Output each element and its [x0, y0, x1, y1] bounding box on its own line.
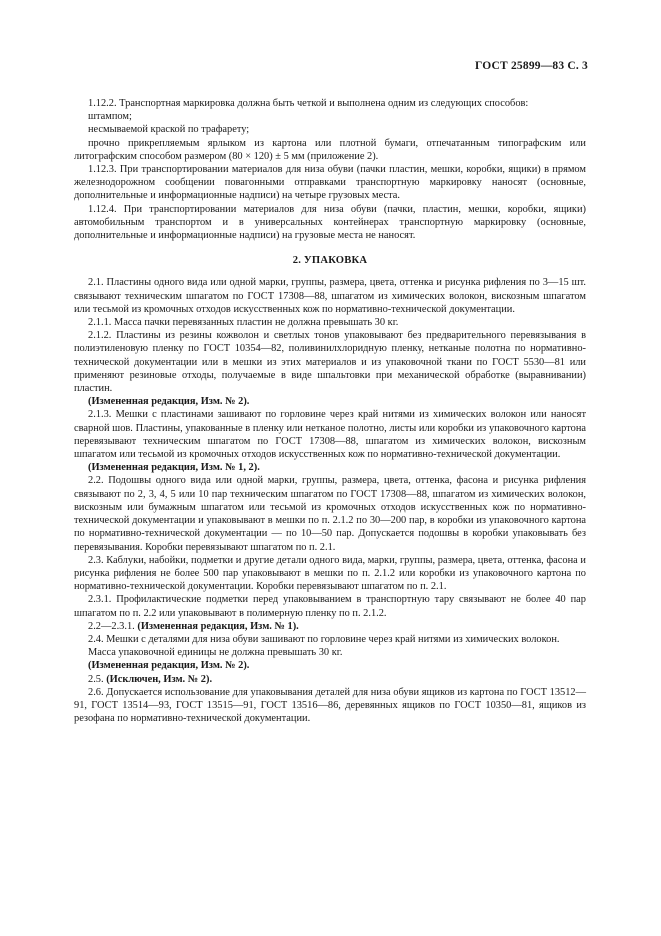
list-item-label: прочно прикрепляемым ярлыком из картона или плотной бумаги, отпечатанным типографским или литографским способом размером (80 × 120) ± 5 мм (приложение 2).: [74, 137, 586, 162]
paragraph-1-12-3: 1.12.3. При транспортировании материалов для низа обуви (пачки пластин, мешки, коробки, ящики) в прямом железнодорожном сообщении повагонными отправками транспортную маркировку наносят (основные, дополнительные и информационные надписи) на четыре грузовых места.: [74, 164, 586, 202]
paragraph-number: 2.2—2.3.1.: [88, 620, 135, 632]
paragraph-2-1: 2.1. Пластины одного вида или одной марки, группы, размера, цвета, оттенка и рисунка рифления по 3—15 шт. связывают техническим шпагатом по ГОСТ 17308—88, шпагатом из химических волокон, вискозным шпагатом или тесьмой из кромочных отходов искусственных кож по нормативно-технической документации.: [74, 277, 586, 315]
excluded-note: (Исключен, Изм. № 2).: [106, 673, 213, 685]
edition-note-text: (Измененная редакция, Изм. № 1, 2).: [88, 462, 260, 474]
edition-note-text: (Измененная редакция, Изм. № 2).: [88, 396, 250, 408]
paragraph-1-12-2: 1.12.2. Транспортная маркировка должна быть четкой и выполнена одним из следующих способов:: [88, 98, 529, 109]
edition-note: [74, 659, 586, 672]
section-title: 2. УПАКОВКА: [292, 255, 368, 267]
paragraph-2-3: 2.3. Каблуки, набойки, подметки и другие детали одного вида, марки, группы, размера, цвета, оттенка, фасона и рисунка рифления не более 500 пар упаковывают в мешки по п. 2.1.2 или коробки из упаковочного картона по нормативно-технической документации. Коробки перевязывают шпагатом по п. 2.1.: [74, 554, 586, 593]
paragraph-1-12-4: 1.12.4. При транспортировании материалов для низа обуви (пачки, пластин, мешки, коробки, ящики) автомобильным транспортом и в универсальных контейнерах транспортную маркировку (основные, дополнительные и информационные надписи) на грузовые места не наносят.: [74, 203, 586, 242]
paragraph-2-6: 2.6. Допускается использование для упаковывания деталей для низа обуви ящиков из картона по ГОСТ 13512—91, ГОСТ 13514—93, ГОСТ 13515—91, ГОСТ 13516—86, деревянных ящиков по ГОСТ 10350—81, ящиков из резофана по нормативно-технической документации.: [74, 686, 586, 725]
document-body: [74, 97, 586, 725]
paragraph-2-1-2: 2.1.2. Пластины из резины кожволон и светлых тонов упаковывают без предварительного перевязывания в полиэтиленовую пленку по ГОСТ 10354—82, поливинилхлоридную пленку, нетканые полотна по нормативно-технической документации или в мешки из этих материалов и из упаковочной ткани по ГОСТ 5530—81 или применяют резиновые отходы, получаемые в виде шпальтовки при механической обработке (выравнивании) пластин.: [74, 330, 586, 395]
paragraph-2-4-mass: Масса упаковочной единицы не должна превышать 30 кг.: [88, 647, 343, 659]
paragraph-2-5: [74, 673, 586, 686]
paragraph-2-2-2-3-1: [74, 620, 586, 633]
paragraph-2-3-1: 2.3.1. Профилактические подметки перед упаковыванием в транспортную тару связывают не более 40 пар шпагатом по п. 2.2 или упаковывают в полимерную пленку по п. 2.1.2.: [74, 594, 586, 619]
page-header: ГОСТ 25899—83 С. 3: [475, 60, 588, 72]
list-item-stamp: штампом;: [88, 111, 132, 123]
edition-note-text: (Измененная редакция, Изм. № 1).: [137, 620, 299, 632]
edition-note: [74, 395, 586, 408]
list-item-paint: несмываемой краской по трафарету;: [88, 124, 250, 136]
paragraph-2-4: 2.4. Мешки с деталями для низа обуви зашивают по горловине через край нитями из химических волокон.: [88, 633, 560, 645]
edition-note: [74, 461, 586, 474]
paragraph-2-1-3: 2.1.3. Мешки с пластинами зашивают по горловине через край нитями из химических волокон или наносят сварной шов. Пластины, упакованные в пленку или нетканое полотно, листы или коробки из упаковочного картона перевязывают техническим шпагатом по ГОСТ 17308—88, шпагатом из химических волокон, вискозным шпагатом или тесьмой из кромочных отходов искусственных кож по нормативно-технической документации.: [74, 409, 586, 461]
paragraph-2-2: 2.2. Подошвы одного вида или одной марки, группы, размера, цвета, оттенка, фасона и рисунка рифления связывают по 2, 3, 4, 5 или 10 пар техническим шпагатом по ГОСТ 17308—88, шпагатом из химических волокон, вискозным или бумажным шпагатом или тесьмой из кромочных отходов искусственных кож по нормативно-технической документации и упаковывают в мешки по п. 2.1.2 по 30—200 пар, в коробки из упаковочного картона по нормативно-технической документации — по 10—50 пар. Допускается подошвы в коробки упаковывать без перевязывания. Коробки перевязывают шпагатом по п. 2.1.: [74, 475, 586, 553]
edition-note-text: (Измененная редакция, Изм. № 2).: [88, 660, 250, 672]
paragraph-number: 2.5.: [88, 673, 104, 685]
paragraph-2-1-1: 2.1.1. Масса пачки перевязанных пластин не должна превышать 30 кг.: [88, 317, 399, 329]
